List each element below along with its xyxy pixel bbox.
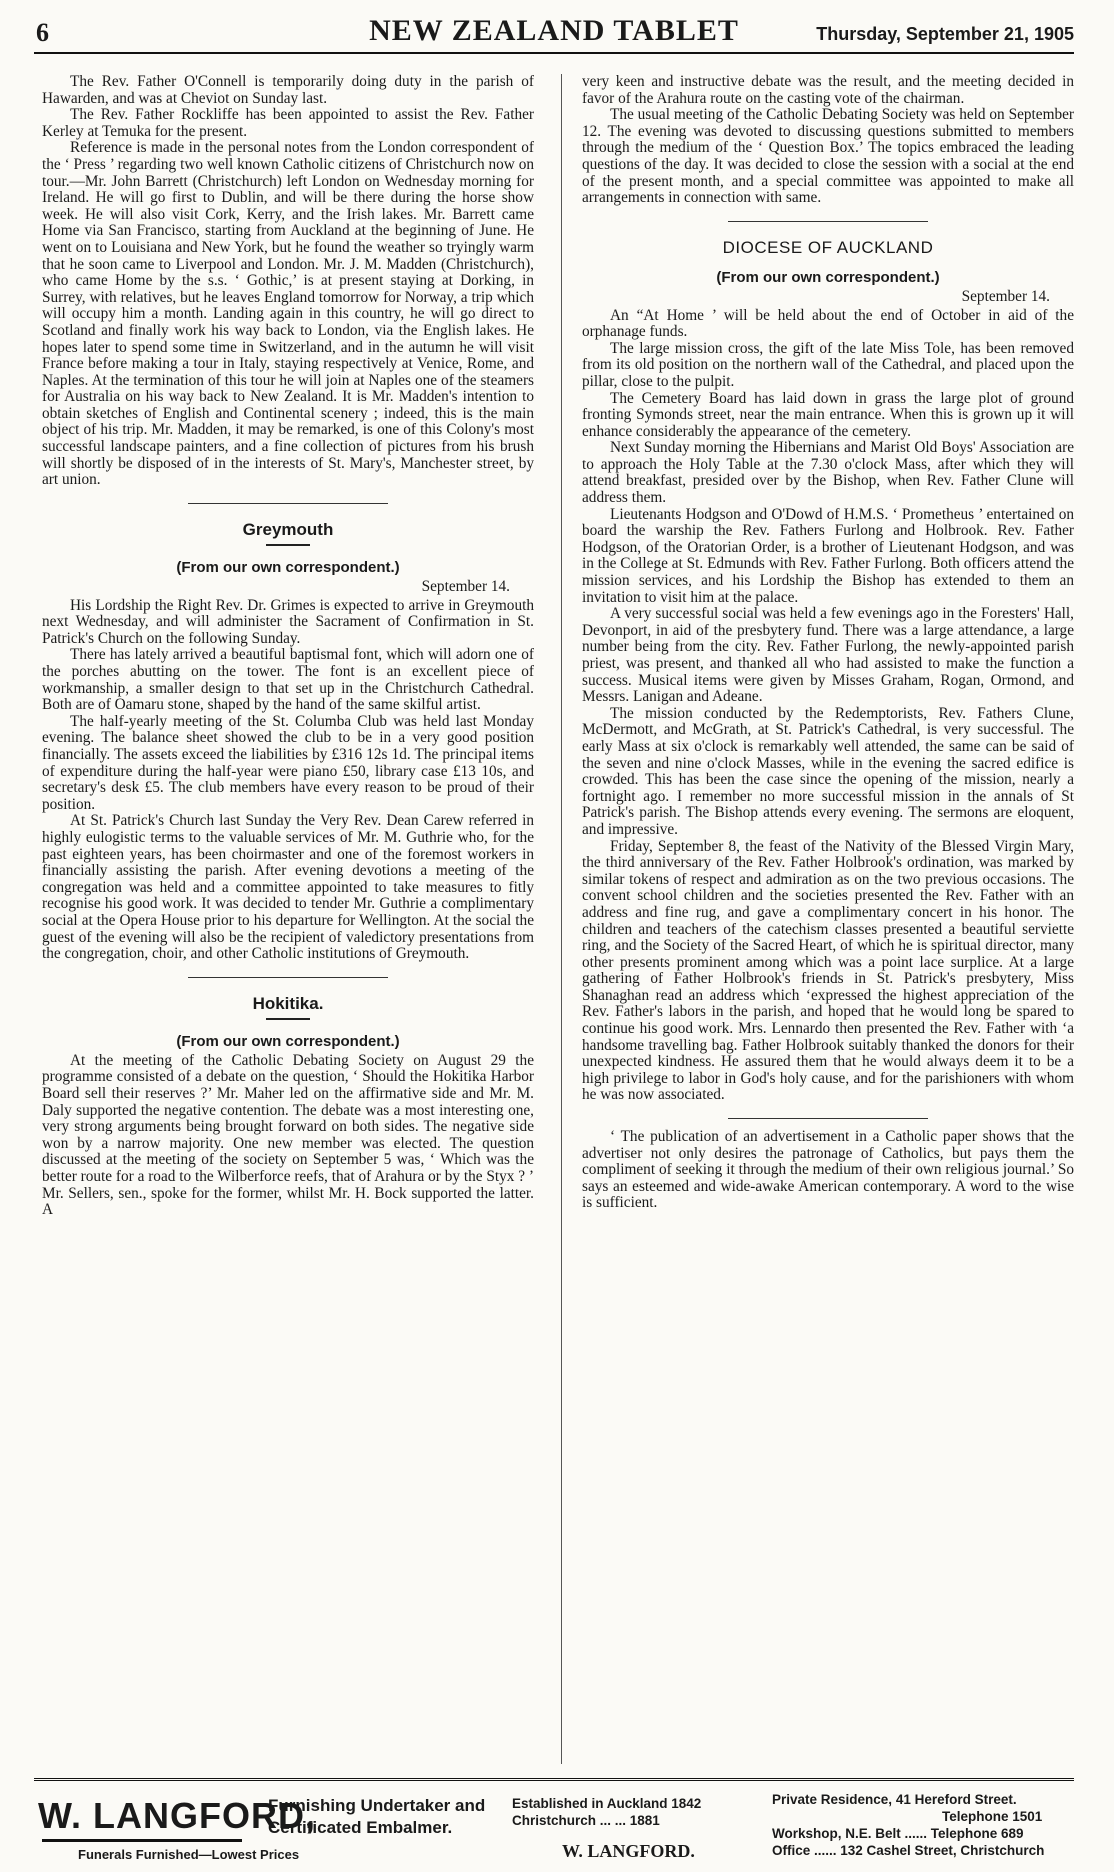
masthead [34,10,1074,54]
paragraph: The half-yearly meeting of the St. Columba Club was held last Monday evening. The balance sheet showed the club to be in a very good position financially. The assets exceed the liabilities by £316 12s 1d. The principal items of expenditure during the half-year were piano £50, library case £13 10s, and secretary's desk £5. The club members have every reason to be proud of their position. [42,712,534,813]
paragraph: At the meeting of the Catholic Debating Society on August 29 the programme consisted of a debate on the question, ‘ Should the Hokitika Harbor Board sell their reserves ?’ Mr. Maher led on the affirmative side and Mr. M. Daly supported the negative contention. The debate was a most interesting one, very strong arguments being brought forward on both sides. The negative side won by a narrow majority. One new member was elected. The question discussed at the meeting of the society on September 5 was, ‘ Which was the better route for a road to the Wilberforce reefs, that of Arahura or by the Styx ? ’ Mr. Sellers, sen., spoke for the former, whilst Mr. H. Bock supported the latter. A [42,1051,534,1219]
advertiser-tagline: Funerals Furnished—Lowest Prices [78,1847,300,1862]
paragraph: The Rev. Father O'Connell is temporarily doing duty in the parish of Hawarden, and was at Cheviot on Sunday last. [42,74,534,107]
dateline: September 14. [421,578,510,596]
paragraph: Next Sunday morning the Hibernians and Marist Old Boys' Association are to approach the Holy Table at the 7.30 o'clock Mass, after which they will attend breakfast, presided over by the Bishop, when Rev. Father Clune will address them. [582,439,1074,507]
contact-info [772,1791,1044,1859]
paragraph: The mission conducted by the Redemptorists, Rev. Fathers Clune, McDermott, and McGrath, at St. Patrick's Cathedral, is very successful. The early Mass at six o'clock is remarkably well attended, the same can be said of the seven and nine o'clock Masses, while in the evening the sacred edifice is crowded. This has been the case since the opening of the mission, nearly a fortnight ago. I remember no more successful mission in the annals of St Patrick's parish. The Bishop attends every evening. The sermons are eloquent, and impressive. [582,704,1074,838]
paragraph: Friday, September 8, the feast of the Nativity of the Blessed Virgin Mary, the third anniversary of the Rev. Father Holbrook's ordination, was marked by similar tokens of respect and admiration as on the two previous occasions. The convent school children and the societies presented the Rev. Father with an address and fine rug, and gave a complimentary concert in his honor. The children and teachers of the catechism classes presented a beautiful serviette ring, and the Society of the Sacred Heart, of which he is spiritual director, many other presents prominent among which was a point lace surplice. At a large gathering of Father Holbrook's friends in St. Patrick's presbytery, Miss Shanaghan read an address which ‘expressed the highest appreciation of the Rev. Father's labors in the parish, and hoped that he would long be spared to continue his good work. Mrs. Lennardo then presented the Rev. Father with ‘a handsome travelling bag. Father Holbrook suitably thanked the donors for their unexpected kindness. He assured them that he would always deem it to be a high privilege to labor in God's holy cause, and for the parishioners with whom he was now associated. [582,837,1074,1104]
divider [266,1018,310,1020]
paragraph: A very successful social was held a few evenings ago in the Foresters' Hall, Devonport, in aid of the presbytery fund. There was a large attendance, a large number being from the city. Rev. Father Furlong, the newly-appointed parish priest, was present, and thanked all who had assisted to make the function a success. Musical items were given by Misses Graham, Rogan, Ormond, and Messrs. Lanigan and Adeane. [582,605,1074,706]
paragraph: At St. Patrick's Church last Sunday the Very Rev. Dean Carew referred in highly eulogistic terms to the valuable services of Mr. M. Guthrie who, for the past eighteen years, has been choirmaster and one of the foremost workers in financially assisting the parish. After evening devotions a meeting of the congregation was held and a committee appointed to take measures to fitly recognise his good work. It was decided to tender Mr. Guthrie a complimentary social at the Opera House prior to his departure for Wellington. At the social the guest of the evening will also be the recipient of valedictory presentations from the congregation, choir, and other Catholic institutions of Greymouth. [42,812,534,963]
auckland-heading: DIOCESE OF AUCKLAND [722,237,934,257]
divider [266,544,310,546]
residence-line: Private Residence, 41 Hereford Street. [772,1792,1017,1807]
established-info [512,1795,701,1829]
paragraph: An “At Home ’ will be held about the end of October in aid of the orphanage funds. [582,306,1074,341]
residence-phone: Telephone 1501 [942,1809,1043,1824]
advertiser-signature: W. LANGFORD. [562,1841,695,1861]
paragraph: There has lately arrived a beautiful baptismal font, which will adorn one of the porches abutting on the tower. The font is an excellent piece of workmanship, a smaller design to that set up in the Christchurch Cathedral. Both are of Oamaru stone, shaped by the hand of the same skilful artist. [42,646,534,714]
closing-note: ‘ The publication of an advertisement in a Catholic paper shows that the advertiser not only desires the patronage of Catholics, but pays them the compliment of seeking it through the medium of their own religious journal.’ So says an esteemed and wide-awake American contemporary. A word to the wise is sufficient. [582,1128,1074,1212]
divider [188,503,388,504]
correspondent-line: (From our own correspondent.) [716,269,940,287]
divider [728,221,928,222]
paragraph: The usual meeting of the Catholic Debating Society was held on September 12. The evening was devoted to discussing questions submitted to members through the medium of the ‘ Question Box.’ The topics embraced the leading questions of the day. It was decided to close the session with a social at the end of the present month, and a special committee was appointed to make all arrangements in connection with same. [582,106,1074,207]
advertisement [34,1778,1074,1867]
paragraph: His Lordship the Right Rev. Dr. Grimes is expected to arrive in Greymouth next Wednesday, and will administer the Sacrament of Confirmation in St. Patrick's Church on the following Sunday. [42,596,534,647]
greymouth-heading: Greymouth [242,519,334,539]
paragraph: very keen and instructive debate was the result, and the meeting decided in favor of the Arahura route on the casting vote of the chairman. [582,74,1074,107]
correspondent-line: (From our own correspondent.) [176,1033,400,1051]
advertiser-name: W. LANGFORD, [38,1795,316,1836]
established-line: Christchurch ... ... 1881 [512,1813,660,1828]
divider [188,977,388,978]
workshop-line: Workshop, N.E. Belt ...... Telephone 689 [772,1826,1024,1841]
dateline: September 14. [961,287,1050,305]
paragraph: The large mission cross, the gift of the late Miss Tole, has been removed from its old position on the northern wall of the Cathedral, and placed upon the pillar, close to the pulpit. [582,339,1074,390]
issue-date: Thursday, September 21, 1905 [816,24,1074,44]
right-column [582,74,1074,1776]
advertiser-role [268,1795,485,1839]
divider [728,1118,928,1119]
column-divider [561,74,562,1764]
correspondent-line: (From our own correspondent.) [176,559,400,577]
role-line: Certificated Embalmer. [268,1818,453,1837]
paragraph: Lieutenants Hodgson and O'Dowd of H.M.S. ‘ Prometheus ’ entertained on board the warship the Rev. Fathers Furlong and Holbrook. Rev. Father Hodgson, of the Oratorian Order, is a brother of Lieutenant Hodgson, and was in the College at St. Edmunds with Rev. Father Furlong. Both officers attend the mission services, and his Lordship the Bishop has extended to them an invitation to visit him at the palace. [582,505,1074,606]
role-line: Furnishing Undertaker and [268,1796,486,1815]
established-line: Established in Auckland 1842 [512,1796,702,1811]
paragraph: Reference is made in the personal notes from the London correspondent of the ‘ Press ’ regarding two well known Catholic citizens of Christchurch now on tour.—Mr. John Barrett (Christchurch) left London on Wednesday morning for Ireland. He will go first to Dublin, and will be there during the horse show week. He will also visit Cork, Kerry, and the Irish lakes. Mr. Barrett came Home via San Francisco, starting from Auckland at the beginning of June. He went on to Louisiana and New York, but he found the weather so tryingly warm that he soon came to Liverpool and London. Mr. J. M. Madden (Christchurch), who came Home by the s.s. ‘ Gothic,’ is at present staying at Dorking, in Surrey, with relatives, but he leaves England tomorrow for Norway, a trip which will occupy him a month. Landing again in this country, he will go direct to Scotland and finally work his way back to London, via the English lakes. He hopes later to spend some time in Switzerland, and in the autumn he will visit France before making a tour in Italy, staying respectively at Venice, Rome, and Naples. At the termination of this tour he will join at Naples one of the steamers for Australia on his way back to New Zealand. It is Mr. Madden's intention to obtain sketches of English and Continental scenery ; indeed, this is the main object of his trip. Mr. Madden, it may be remarked, is one of this Colony's most successful landscape painters, and a fine collection of pictures from his brush will shortly be disposed of in the interests of St. Mary's, Manchester street, by art union. [42,139,534,489]
office-line: Office ...... 132 Cashel Street, Christchurch [772,1843,1045,1858]
page-number: 6 [36,18,49,47]
newspaper-title: NEW ZEALAND TABLET [369,14,739,47]
paragraph: The Rev. Father Rockliffe has been appointed to assist the Rev. Father Kerley at Temuka for the present. [42,106,534,140]
hokitika-heading: Hokitika. [252,993,324,1013]
paragraph: The Cemetery Board has laid down in grass the large plot of ground fronting Symonds street, near the main entrance. When this is grown up it will enhance considerably the appearance of the cemetery. [582,389,1074,440]
divider [42,1839,242,1842]
left-column [42,74,534,1776]
